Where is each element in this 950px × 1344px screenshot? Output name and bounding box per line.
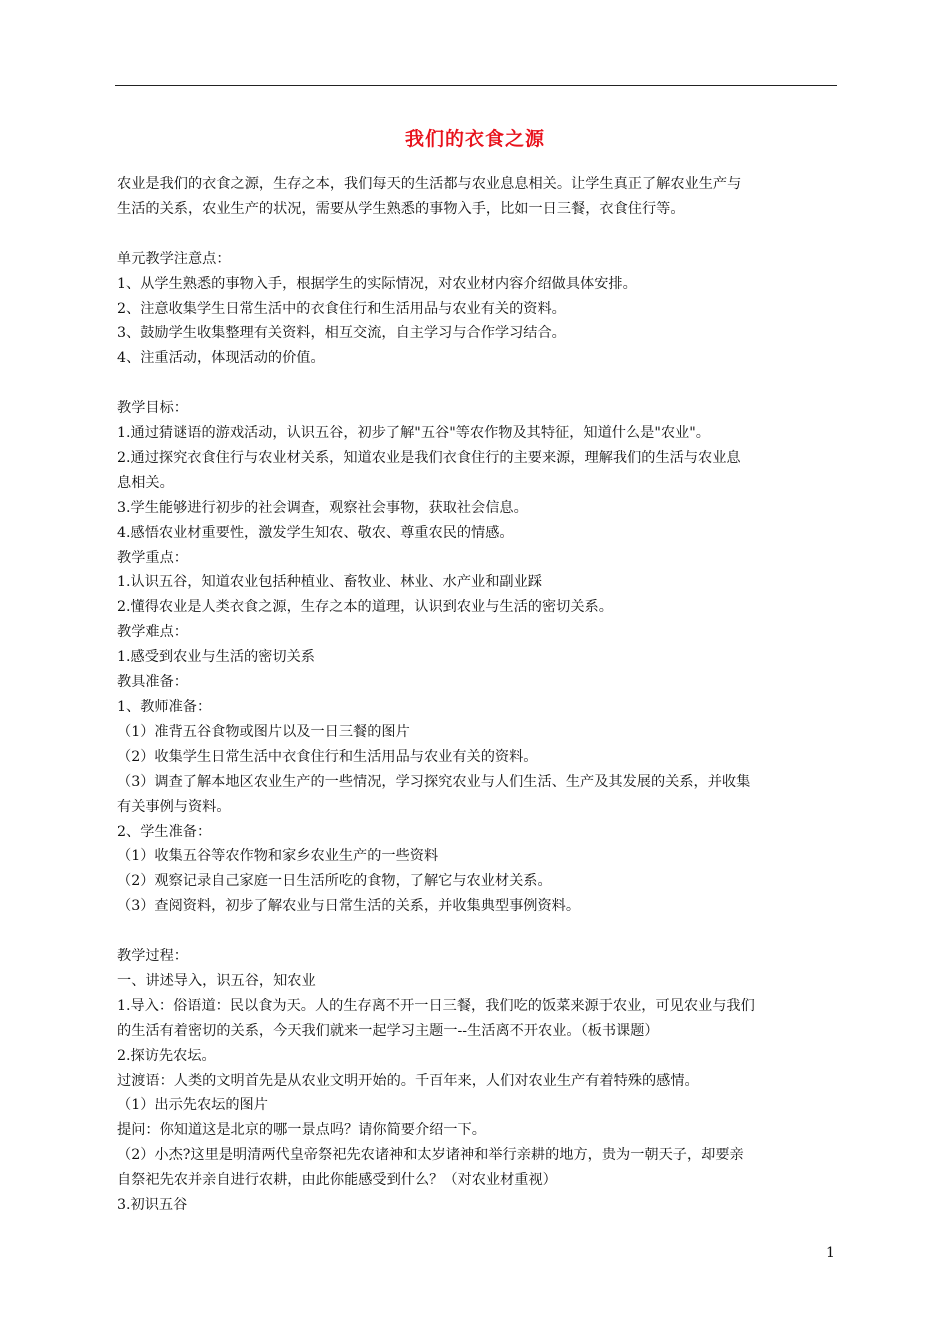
text-line: 4.感悟农业材重要性，激发学生知农、敬农、尊重农民的情感。 (117, 524, 514, 541)
paragraph-gap (117, 919, 839, 944)
text-line: 1.感受到农业与生活的密切关系 (117, 649, 315, 666)
paragraph-gap (117, 222, 839, 247)
text-line: 教学目标： (117, 400, 188, 417)
text-line: 1.认识五谷，知道农业包括种植业、畜牧业、林业、水产业和副业踩 (117, 574, 542, 591)
text-line: 3、鼓励学生收集整理有关资料，相互交流，自主学习与合作学习结合。 (117, 325, 566, 342)
text-line: 3.学生能够进行初步的社会调查，观察社会事物，获取社会信息。 (117, 499, 528, 516)
text-line: （2）观察记录自己家庭一日生活所吃的食物，了解它与农业材关系。 (117, 873, 552, 890)
text-line: （2）小杰?这里是明清两代皇帝祭祀先农诸神和太岁诸神和举行亲耕的地方，贵为一朝天子，却要亲 (117, 1147, 744, 1164)
text-line: 1.通过猜谜语的游戏活动，认识五谷，初步了解"五谷"等农作物及其特征，知道什么是"农业"。 (117, 425, 710, 442)
text-line: 2、注意收集学生日常生活中的衣食住行和生活用品与农业有关的资料。 (117, 300, 566, 317)
text-line: 4、注重活动，体现活动的价值。 (117, 350, 325, 367)
text-line: （3）查阅资料，初步了解农业与日常生活的关系，并收集典型事例资料。 (117, 898, 581, 915)
text-line: 生活的关系，农业生产的状况，需要从学生熟悉的事物入手，比如一日三餐，衣食住行等。 (117, 200, 685, 217)
text-line: 提问：你知道这是北京的哪一景点吗？请你简要介绍一下。 (117, 1122, 486, 1139)
text-line: 农业是我们的衣食之源，生存之本，我们每天的生活都与农业息息相关。让学生真正了解农业生产与 (117, 176, 742, 192)
text-line: 2.探访先农坛。 (117, 1047, 216, 1064)
text-line: 的生活有着密切的关系，今天我们就来一起学习主题一--生活离不开农业。（板书课题） (117, 1022, 659, 1039)
text-line: 3.初识五谷 (117, 1197, 188, 1214)
text-line: 2、学生准备： (117, 823, 212, 840)
text-line: 教学难点： (117, 624, 188, 641)
text-line: （1）收集五谷等农作物和家乡农业生产的一些资料 (117, 848, 439, 865)
text-line: 教具准备： (117, 674, 188, 691)
text-line: 息相关。 (117, 474, 174, 491)
document-body (117, 172, 839, 1218)
text-line: 1、教师准备： (117, 699, 212, 715)
text-line: 有关事例与资料。 (117, 798, 231, 815)
text-line: 单元教学注意点： (117, 250, 231, 267)
text-line: 一、讲述导入，识五谷，知农业 (117, 972, 316, 989)
text-line: 教学过程： (117, 948, 188, 965)
text-line: 2.通过探究衣食住行与农业材关系，知道农业是我们衣食住行的主要来源，理解我们的生活与农业息 (117, 449, 741, 466)
paragraph-gap (117, 371, 839, 396)
text-line: 1.导入：俗语道：民以食为天。人的生存离不开一日三餐，我们吃的饭菜来源于农业，可见农业与我们 (117, 997, 755, 1014)
text-line: 2.懂得农业是人类衣食之源，生存之本的道理，认识到农业与生活的密切关系。 (117, 599, 613, 616)
text-line: 1、从学生熟悉的事物入手，根据学生的实际情况，对农业材内容介绍做具体安排。 (117, 275, 637, 292)
page-number: 1 (826, 1245, 835, 1261)
header-rule (115, 85, 837, 86)
text-line: 教学重点： (117, 549, 188, 566)
text-line: （2）收集学生日常生活中衣食住行和生活用品与农业有关的资料。 (117, 748, 538, 765)
text-line: （3）调查了解本地区农业生产的一些情况，学习探究农业与人们生活、生产及其发展的关系，并收集 (117, 773, 751, 790)
document-title: 我们的衣食之源 (404, 128, 545, 150)
text-line: 自祭祀先农并亲自进行农耕，由此你能感受到什么？（对农业材重视） (117, 1172, 557, 1189)
text-line: （1）准背五谷食物或图片以及一日三餐的图片 (117, 723, 410, 740)
text-line: 过渡语：人类的文明首先是从农业文明开始的。千百年来，人们对农业生产有着特殊的感情。 (117, 1072, 699, 1089)
text-line: （1）出示先农坛的图片 (117, 1097, 268, 1114)
